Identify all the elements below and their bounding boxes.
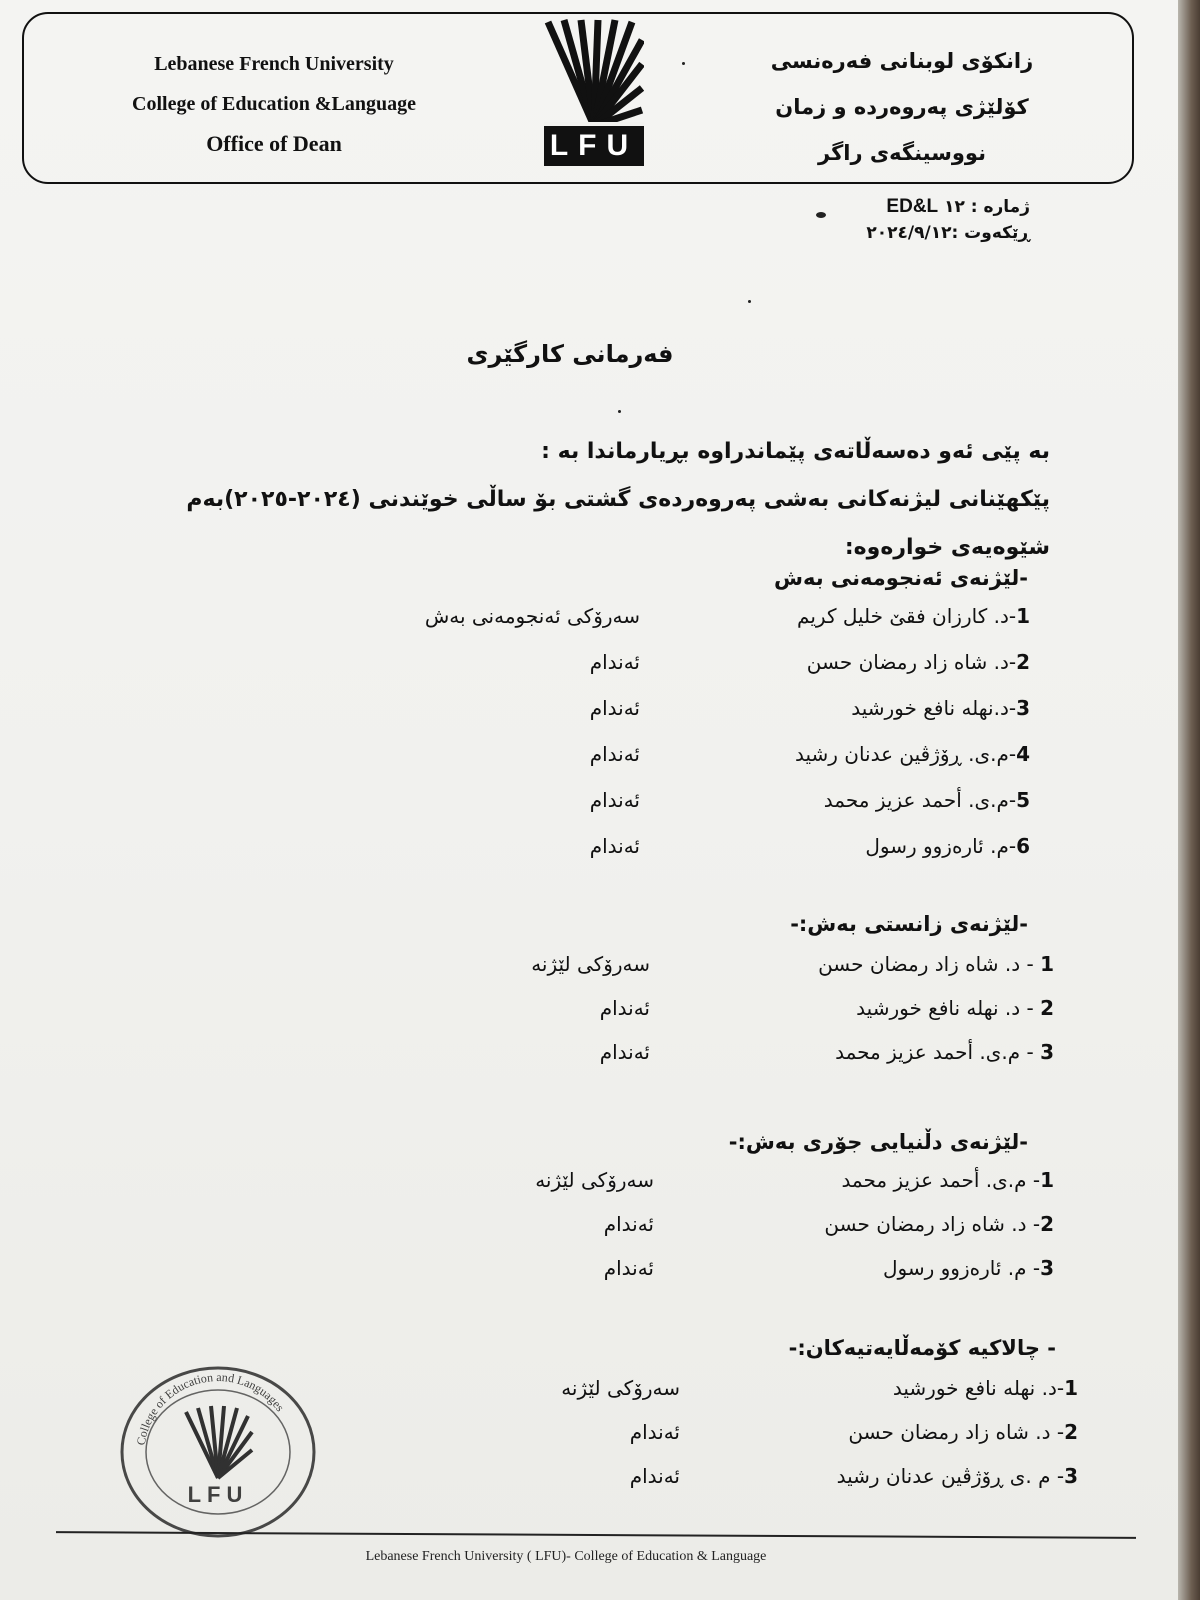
- member-number: 2: [1040, 1212, 1054, 1236]
- member-name: [851, 696, 1030, 720]
- college-name-en: College of Education &Language: [132, 93, 416, 115]
- committee-member-row: [0, 696, 1178, 736]
- member-role: سەرۆکی لێژنە: [561, 1376, 680, 1400]
- member-number: 3: [1064, 1464, 1078, 1488]
- committee-member-row: [0, 788, 1178, 828]
- committee-member-row: [0, 650, 1178, 690]
- committee-member-row: [0, 834, 1178, 874]
- member-role: ئەندام: [589, 834, 640, 858]
- office-name-en: Office of Dean: [206, 131, 342, 156]
- member-role: ئەندام: [603, 1212, 654, 1236]
- committee-member-row: [0, 1040, 1178, 1080]
- letterhead-english: [64, 44, 484, 164]
- member-name: [824, 1212, 1054, 1236]
- reference-code: ED&L: [886, 196, 939, 217]
- stamp-wordmark: LFU: [187, 1482, 249, 1507]
- committee-member-row: [0, 952, 1178, 992]
- member-role: ئەندام: [589, 742, 640, 766]
- member-number: 2: [1040, 996, 1054, 1020]
- document-title: فەرمانی کارگێری: [466, 340, 674, 368]
- intro-paragraph: [90, 428, 1050, 572]
- member-name: [865, 834, 1030, 858]
- member-name: [797, 604, 1030, 628]
- intro-line-2: پێکهێنانی لیژنەکانی بەشی پەروەردەی گشتی بۆ ساڵی خوێندنی (٢٠٢٤-٢٠٢٥)بەم شێوەیەی خوارەوە:: [186, 487, 1050, 560]
- ink-speck: [816, 212, 826, 218]
- member-role: ئەندام: [629, 1420, 680, 1444]
- member-role: سەرۆکی ئەنجومەنی بەش: [424, 604, 640, 628]
- member-number: 2: [1064, 1420, 1078, 1444]
- letterhead-kurdish: [752, 38, 1052, 176]
- member-number: 5: [1016, 788, 1030, 812]
- reference-number-label: ژمارە : ١٢: [944, 197, 1030, 217]
- member-name: [818, 952, 1054, 976]
- reference-date: ڕێکەوت :٢٠٢٤/٩/١٢: [866, 223, 1030, 243]
- reference-number: [866, 194, 1030, 220]
- member-name: [835, 1040, 1054, 1064]
- member-number: 6: [1016, 834, 1030, 858]
- member-name-text: - د. نهله نافع خورشید: [856, 996, 1041, 1020]
- member-number: 2: [1016, 650, 1030, 674]
- official-stamp: [116, 1360, 316, 1540]
- member-role: ئەندام: [589, 696, 640, 720]
- member-number: 1: [1040, 952, 1054, 976]
- member-number: 1: [1064, 1376, 1078, 1400]
- logo-wordmark: LFU: [544, 126, 644, 166]
- member-name-text: -د.نهله نافع خورشید: [851, 696, 1017, 720]
- committee-member-row: [0, 1256, 1178, 1296]
- member-number: 4: [1016, 742, 1030, 766]
- member-role: ئەندام: [589, 788, 640, 812]
- member-name-text: -د. کارزان فقێ خلیل کریم: [797, 604, 1017, 628]
- committee-title: -لێژنەی ئەنجومەنی بەش: [774, 566, 1028, 590]
- member-name-text: - د. شاه زاد رمضان حسن: [824, 1212, 1041, 1236]
- member-role: ئەندام: [589, 650, 640, 674]
- member-name-text: -د. نهله نافع خورشید: [892, 1376, 1065, 1400]
- member-name: [893, 1376, 1078, 1400]
- ink-speck: [682, 62, 685, 65]
- stamp-seal-icon: [116, 1360, 316, 1540]
- intro-line-1: بە پێی ئەو دەسەڵاتەی پێماندراوە بڕیارماندا بە :: [541, 439, 1050, 464]
- member-name: [824, 788, 1030, 812]
- page-edge-shadow: [1178, 0, 1200, 1600]
- member-role: سەرۆکی لێژنە: [531, 952, 650, 976]
- member-name: [883, 1256, 1054, 1280]
- committee-member-row: [0, 742, 1178, 782]
- member-name-text: -م.ی. ڕۆژڤین عدنان رشید: [794, 742, 1017, 766]
- member-number: 3: [1016, 696, 1030, 720]
- member-name: [848, 1420, 1078, 1444]
- member-role: ئەندام: [603, 1256, 654, 1280]
- member-number: 1: [1016, 604, 1030, 628]
- ink-speck: [618, 410, 621, 413]
- member-name: [856, 996, 1054, 1020]
- member-name: [837, 1464, 1078, 1488]
- member-name: [807, 650, 1030, 674]
- member-number: 3: [1040, 1256, 1054, 1280]
- committee-title: -لێژنەی زانستی بەش:-: [790, 912, 1028, 936]
- lfu-logo: [544, 18, 644, 166]
- member-name-text: - م .ی ڕۆژڤین عدنان رشید: [836, 1464, 1065, 1488]
- footer-text: Lebanese French University ( LFU)- College of Education & Language: [365, 1549, 767, 1564]
- member-role: ئەندام: [599, 1040, 650, 1064]
- member-role: ئەندام: [629, 1464, 680, 1488]
- member-number: 1: [1040, 1168, 1054, 1192]
- member-name: [841, 1168, 1054, 1192]
- member-name: [795, 742, 1030, 766]
- member-number: 3: [1040, 1040, 1054, 1064]
- member-role: ئەندام: [599, 996, 650, 1020]
- member-name-text: - م.ی. أحمد عزیز محمد: [841, 1168, 1041, 1192]
- reference-block: [866, 194, 1030, 246]
- member-name-text: -م. ئارەزوو رسول: [865, 834, 1017, 858]
- member-name-text: - د. شاه زاد رمضان حسن: [848, 1420, 1065, 1444]
- university-name-ku: زانکۆی لوبنانی فەرەنسی: [770, 49, 1034, 73]
- office-name-ku: نووسینگەی راگر: [818, 141, 986, 165]
- member-name-text: - د. شاه زاد رمضان حسن: [818, 952, 1041, 976]
- committee-member-row: [0, 1212, 1178, 1252]
- committee-member-row: [0, 604, 1178, 644]
- committee-member-row: [0, 996, 1178, 1036]
- committee-title: - چالاکیە کۆمەڵایەتیەکان:-: [788, 1336, 1056, 1360]
- letterhead: [22, 12, 1134, 184]
- ink-speck: [748, 300, 751, 303]
- member-name-text: - م.ی. أحمد عزیز محمد: [835, 1040, 1041, 1064]
- member-name-text: -م.ی. أحمد عزیز محمد: [823, 788, 1017, 812]
- stamp-text: College of Education and Languages: [133, 1369, 288, 1447]
- member-name-text: -د. شاه زاد رمضان حسن: [806, 650, 1017, 674]
- member-role: سەرۆکی لێژنە: [535, 1168, 654, 1192]
- university-name-en: Lebanese French University: [154, 53, 394, 75]
- sunburst-logo-icon: [544, 18, 644, 130]
- college-name-ku: کۆلێژی پەروەردە و زمان: [775, 95, 1029, 119]
- member-name-text: - م. ئارەزوو رسول: [882, 1256, 1041, 1280]
- committee-member-row: [0, 1168, 1178, 1208]
- committee-title: -لێژنەی دڵنیایی جۆری بەش:-: [728, 1130, 1028, 1154]
